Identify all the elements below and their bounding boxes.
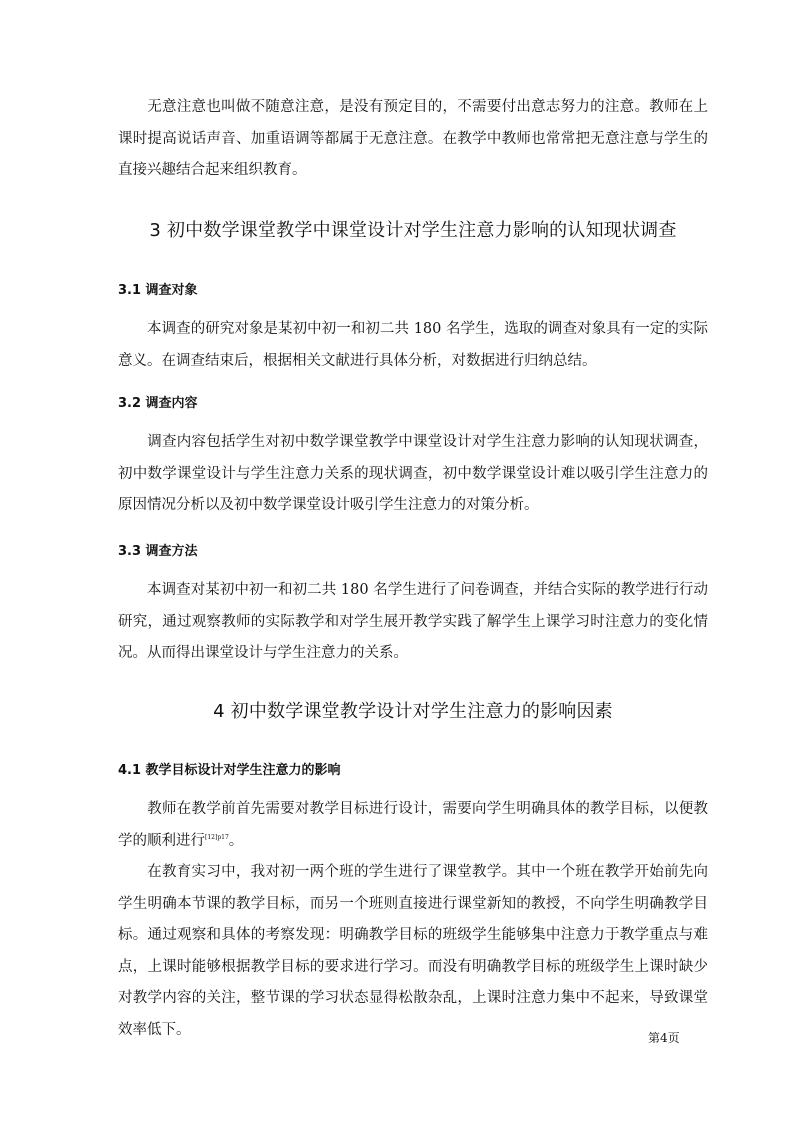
paragraph-text: 无意注意也叫做不随意注意，是没有预定目的，不需要付出意志努力的注意。教师在上课时提高说话声音、加重语调等都属于无意注意。在教学中教师也常常把无意注意与学生的直接兴趣结合起来组织教育。	[118, 99, 708, 178]
paragraph-teaching-goals	[118, 794, 708, 857]
paragraph-text: 本调查对某初中初一和初二共 180 名学生进行了问卷调查，并结合实际的教学进行行动研究，通过观察教师的实际教学和对学生展开教学实践了解学生上课学习时注意力的变化情况。从而得出课堂设计与学生注意力的关系。	[118, 582, 708, 661]
paragraph-survey-method	[118, 575, 708, 670]
paragraph-teaching-practice	[118, 857, 708, 1046]
subsection-3-3-heading: 3.3 调查方法	[118, 544, 198, 559]
paragraph-text: 本调查的研究对象是某初中初一和初二共 180 名学生，选取的调查对象具有一定的实际意义。在调查结束后，根据相关文献进行具体分析，对数据进行归纳总结。	[118, 321, 708, 369]
subsection-4-1-heading: 4.1 教学目标设计对学生注意力的影响	[118, 763, 341, 778]
subsection-3-2-heading: 3.2 调查内容	[118, 396, 198, 411]
paragraph-survey-content	[118, 427, 708, 522]
citation-reference: [12]p17	[205, 833, 229, 841]
subsection-3-1-heading: 3.1 调查对象	[118, 283, 198, 298]
paragraph-involuntary-attention	[118, 92, 708, 187]
paragraph-text: 教师在教学前首先需要对教学目标进行设计，需要向学生明确具体的教学目标，以便教学的顺利进行	[118, 801, 708, 849]
section-3-heading: 3 初中数学课堂教学中课堂设计对学生注意力影响的认知现状调查	[149, 220, 677, 241]
paragraph-text-end: 。	[228, 832, 244, 849]
paragraph-survey-subjects	[118, 314, 708, 377]
paragraph-text: 在教育实习中，我对初一两个班的学生进行了课堂教学。其中一个班在教学开始前先向学生明确本节课的教学目标，而另一个班则直接进行课堂新知的教授，不向学生明确教学目标。通过观察和具体的考察发现：明确教学目标的班级学生能够集中注意力于教学重点与难点，上课时能够根据教学目标的要求进行学习。而没有明确教学目标的班级学生上课时缺少对教学内容的关注，整节课的学习状态显得松散杂乱，上课时注意力集中不起来，导致课堂效率低下。	[118, 864, 708, 1038]
page-number: 第4页	[648, 1031, 680, 1045]
paragraph-text: 调查内容包括学生对初中数学课堂教学中课堂设计对学生注意力影响的认知现状调查，初中数学课堂设计与学生注意力关系的现状调查，初中数学课堂设计难以吸引学生注意力的原因情况分析以及初中数学课堂设计吸引学生注意力的对策分析。	[118, 434, 708, 513]
section-4-heading: 4 初中数学课堂教学设计对学生注意力的影响因素	[213, 701, 613, 722]
